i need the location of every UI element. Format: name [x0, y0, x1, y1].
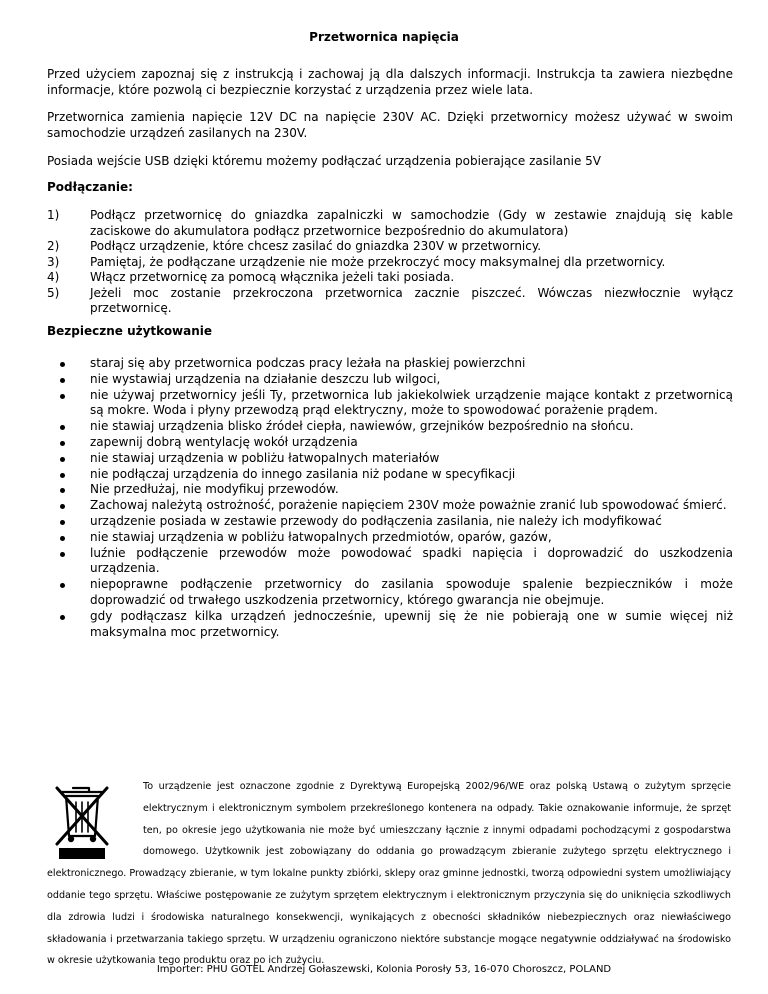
step-number: 3) [47, 254, 60, 269]
safety-item-text: nie stawiaj urządzenia w pobliżu łatwopalnych materiałów [90, 450, 440, 465]
list-item [47, 270, 733, 286]
safety-item-text: zapewnij dobrą wentylację wokół urządzenia [90, 434, 358, 449]
bullet-icon [60, 441, 65, 446]
weee-notice [47, 776, 731, 972]
list-item [47, 482, 733, 498]
bullet-icon [60, 378, 65, 383]
bullet-icon [60, 504, 65, 509]
step-text: Podłącz urządzenie, które chcesz zasilać do gniazdka 230V w przetwornicy. [90, 239, 542, 253]
bullet-icon [60, 488, 65, 493]
bullet-icon [60, 457, 65, 462]
step-number: 4) [47, 270, 60, 284]
list-item [47, 255, 733, 271]
step-text: Pamiętaj, że podłączane urządzenie nie może przekroczyć mocy maksymalnej dla przetwornicy. [90, 254, 666, 269]
importer-info: Importer: PHU GOTEL Andrzej Gołaszewski, Kolonia Porosły 53, 16-070 Choroszcz, POLAND [156, 964, 612, 975]
step-number: 5) [47, 285, 60, 300]
bullet-icon [60, 473, 65, 478]
list-item [47, 372, 733, 388]
safety-item-text: Nie przedłużaj, nie modyfikuj przewodów. [90, 482, 339, 497]
safety-heading: Bezpieczne użytkowanie [47, 324, 213, 338]
weee-notice-text: To urządzenie jest oznaczone zgodnie z Dyrektywą Europejską 2002/96/WE oraz polską Ustawą o zużytym sprzęcie elektrycznym i elektronicznym symbolem przekreślonego kontenera na odpady. Takie oznakowanie informuje, że sprzęt ten, po okresie jego użytkowania nie może być umieszczany łącznie z innymi odpadami pochodzącymi z gospodarstwa domowego. Użytkownik jest zobowiązany do oddania go prowadzącym zbieranie zużytego sprzętu elektrycznego i elektronicznego. Prowadzący zbieranie, w tym lokalne punkty zbiórki, sklepy oraz gminne jednostki, tworzą odpowiedni system umożliwiający oddanie tego sprzętu. Właściwe postępowanie ze zużytym sprzętem elektrycznym i elektronicznym przyczynia się do uniknięcia szkodliwych dla zdrowia ludzi i środowiska naturalnego konsekwencji, wynikających z obecności składników niebezpiecznych oraz niewłaściwego składowania i przetwarzania takiego sprzętu. W urządzeniu ograniczono niektóre substancje mogące negatywnie oddziaływać na środowisko w okresie użytkowania tego produktu oraz po ich zużyciu. [47, 781, 731, 967]
step-text: Podłącz przetwornicę do gniazdka zapalniczki w samochodzie (Gdy w zestawie znajdują się kable zaciskowe do akumulatora podłącz przetwornice bezpośrednio do akumulatora) [90, 208, 733, 238]
intro-paragraph-2: Przetwornica zamienia napięcie 12V DC na napięcie 230V AC. Dzięki przetwornicy możesz używać w swoim samochodzie urządzeń zasilanych na 230V. [47, 110, 733, 140]
safety-item-text: luźnie podłączenie przewodów może powodować spadki napięcia i doprowadzić do uszkodzenia urządzenia. [90, 545, 733, 576]
step-number: 1) [47, 208, 60, 222]
safety-item-text: Zachowaj należytą ostrożność, porażenie napięciem 230V może poważnie zranić lub spowodować śmierć. [90, 498, 727, 513]
bullet-icon [60, 362, 65, 367]
list-item [47, 514, 733, 530]
list-item [47, 208, 733, 239]
bullet-icon [60, 615, 65, 620]
document-title: Przetwornica napięcia [309, 30, 459, 44]
safety-item-text: urządzenie posiada w zestawie przewody do podłączenia zasilania, nie należy ich modyfikować [90, 513, 662, 528]
list-item [47, 498, 733, 514]
bullet-icon [60, 552, 65, 557]
safety-item-text: niepoprawne podłączenie przetwornicy do zasilania spowoduje spalenie bezpieczników i może doprowadzić od trwałego uszkodzenia przetwornicy, którego gwarancja nie obejmuje. [90, 577, 733, 607]
icon-spacer [47, 776, 143, 863]
connection-heading: Podłączanie: [47, 180, 133, 194]
safety-item-text: nie podłączaj urządzenia do innego zasilania niż podane w specyfikacji [90, 466, 516, 481]
list-item [47, 388, 733, 420]
connection-steps-list [47, 208, 733, 317]
list-item [47, 546, 733, 578]
list-item [47, 467, 733, 483]
bullet-icon [60, 425, 65, 430]
bullet-icon [60, 394, 65, 399]
intro-paragraph-3: Posiada wejście USB dzięki któremu możemy podłączać urządzenia pobierające zasilanie 5V [47, 154, 602, 168]
step-number: 2) [47, 239, 60, 253]
list-item [47, 435, 733, 451]
step-text: Włącz przetwornicę za pomocą włącznika jeżeli taki posiada. [90, 270, 455, 284]
intro-paragraph-1: Przed użyciem zapoznaj się z instrukcją i zachowaj ją dla dalszych informacji. Instrukcja ta zawiera niezbędne informacje, które pozwolą ci bezpiecznie korzystać z urządzenia przez wiele lata. [47, 67, 733, 97]
safety-item-text: staraj się aby przetwornica podczas pracy leżała na płaskiej powierzchni [90, 356, 526, 370]
safety-list [47, 356, 733, 640]
step-text: Jeżeli moc zostanie przekroczona przetwornica zacznie piszczeć. Wówczas niezwłocznie wyłącz przetwornicę. [90, 285, 733, 315]
safety-item-text: nie stawiaj urządzenia blisko źródeł ciepła, nawiewów, grzejników bezpośrednio na słońcu. [90, 419, 634, 434]
bullet-icon [60, 520, 65, 525]
safety-item-text: gdy podłączasz kilka urządzeń jednocześnie, upewnij się że nie pobierają one w sumie więcej niż maksymalna moc przetwornicy. [90, 608, 733, 639]
bullet-icon [60, 536, 65, 541]
safety-item-text: nie używaj przetwornicy jeśli Ty, przetwornica lub jakiekolwiek urządzenie mające kontakt z przetwornicą są mokre. Woda i płyny przewodzą prąd elektryczny, może to spowodować porażenie prądem. [90, 387, 733, 418]
list-item [47, 419, 733, 435]
safety-item-text: nie stawiaj urządzenia w pobliżu łatwopalnych przedmiotów, oparów, gazów, [90, 529, 552, 544]
list-item [47, 451, 733, 467]
list-item [47, 286, 733, 317]
list-item [47, 530, 733, 546]
list-item [47, 577, 733, 609]
list-item [47, 356, 733, 372]
list-item [47, 239, 733, 255]
safety-item-text: nie wystawiaj urządzenia na działanie deszczu lub wilgoci, [90, 371, 441, 386]
list-item [47, 609, 733, 641]
bullet-icon [60, 583, 65, 588]
